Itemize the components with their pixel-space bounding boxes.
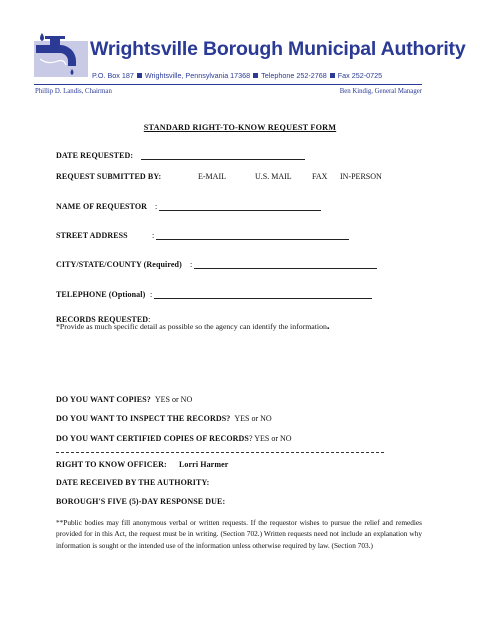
address-telephone: Telephone 252-2768: [261, 71, 327, 80]
water-faucet-icon: [34, 33, 88, 77]
bullet-square-icon: [137, 73, 142, 78]
officer-name: Lorri Harmer: [179, 460, 229, 469]
date-received-label: DATE RECEIVED BY THE AUTHORITY:: [56, 478, 210, 487]
option-fax[interactable]: FAX: [312, 172, 328, 181]
telephone-field[interactable]: [154, 298, 372, 299]
option-us-mail[interactable]: U.S. MAIL: [255, 172, 292, 181]
city-colon: :: [190, 260, 193, 269]
inspect-label: DO YOU WANT TO INSPECT THE RECORDS?: [56, 414, 231, 423]
address-line: [92, 71, 382, 80]
copies-options[interactable]: YES or NO: [154, 395, 193, 404]
copies-label: DO YOU WANT COPIES?: [56, 395, 151, 404]
requestor-name-field[interactable]: [159, 210, 321, 211]
city-state-county-label: CITY/STATE/COUNTY (Required): [56, 260, 182, 269]
chairman-name: Phillip D. Landis, Chairman: [35, 88, 112, 95]
option-in-person[interactable]: IN-PERSON: [340, 172, 382, 181]
telephone-label: TELEPHONE (Optional): [56, 290, 146, 299]
option-email[interactable]: E-MAIL: [198, 172, 226, 181]
telephone-colon: :: [150, 290, 153, 299]
organization-name: Wrightsville Borough Municipal Authority: [90, 38, 466, 60]
bullet-square-icon: [330, 73, 335, 78]
officer-label: RIGHT TO KNOW OFFICER:: [56, 460, 167, 469]
street-address-label: STREET ADDRESS: [56, 231, 128, 240]
city-state-county-field[interactable]: [194, 268, 377, 269]
inspect-question: [56, 408, 272, 426]
legal-footnote: **Public bodies may fill anonymous verbal or written requests. If the requestor wishes to pursue the relief and remedies provided for in this Act, the request must be in writing. (Section 702.) Written requests need not include an explanation why information is sought or the intended use of the information unless otherwise required by law. (Section 703.): [56, 518, 422, 550]
certified-question: [56, 428, 292, 446]
street-colon: :: [152, 231, 155, 240]
records-note: [56, 320, 330, 332]
address-city: Wrightsville, Pennsylvania 17368: [144, 71, 251, 80]
records-colon: :: [148, 315, 151, 324]
records-note-period: .: [326, 320, 330, 332]
bullet-square-icon: [253, 73, 258, 78]
manager-name: Ben Kindig, General Manager: [339, 88, 422, 95]
address-po-box: P.O. Box 187: [92, 71, 134, 80]
requestor-colon: :: [155, 202, 158, 211]
date-requested-field[interactable]: [141, 159, 305, 160]
requestor-label: NAME OF REQUESTOR: [56, 202, 148, 211]
section-divider: [56, 452, 384, 453]
submitted-by-label: REQUEST SUBMITTED BY:: [56, 172, 162, 181]
letterhead-divider: [34, 84, 422, 85]
form-title: STANDARD RIGHT-TO-KNOW REQUEST FORM: [143, 123, 337, 132]
records-note-text: *Provide as much specific detail as possible so the agency can identify the information: [56, 322, 327, 331]
copies-question: [56, 389, 192, 407]
date-requested-label: DATE REQUESTED:: [56, 151, 134, 160]
response-due-label: BOROUGH'S FIVE (5)-DAY RESPONSE DUE:: [56, 497, 226, 506]
street-address-field[interactable]: [156, 239, 349, 240]
certified-label: DO YOU WANT CERTIFIED COPIES OF RECORDS: [56, 434, 249, 443]
inspect-options[interactable]: YES or NO: [234, 414, 272, 423]
certified-options[interactable]: ? YES or NO: [248, 434, 292, 443]
address-fax: Fax 252-0725: [337, 71, 383, 80]
records-requested-area[interactable]: [56, 334, 422, 382]
records-requested-label: RECORDS REQUESTED: [56, 315, 149, 324]
